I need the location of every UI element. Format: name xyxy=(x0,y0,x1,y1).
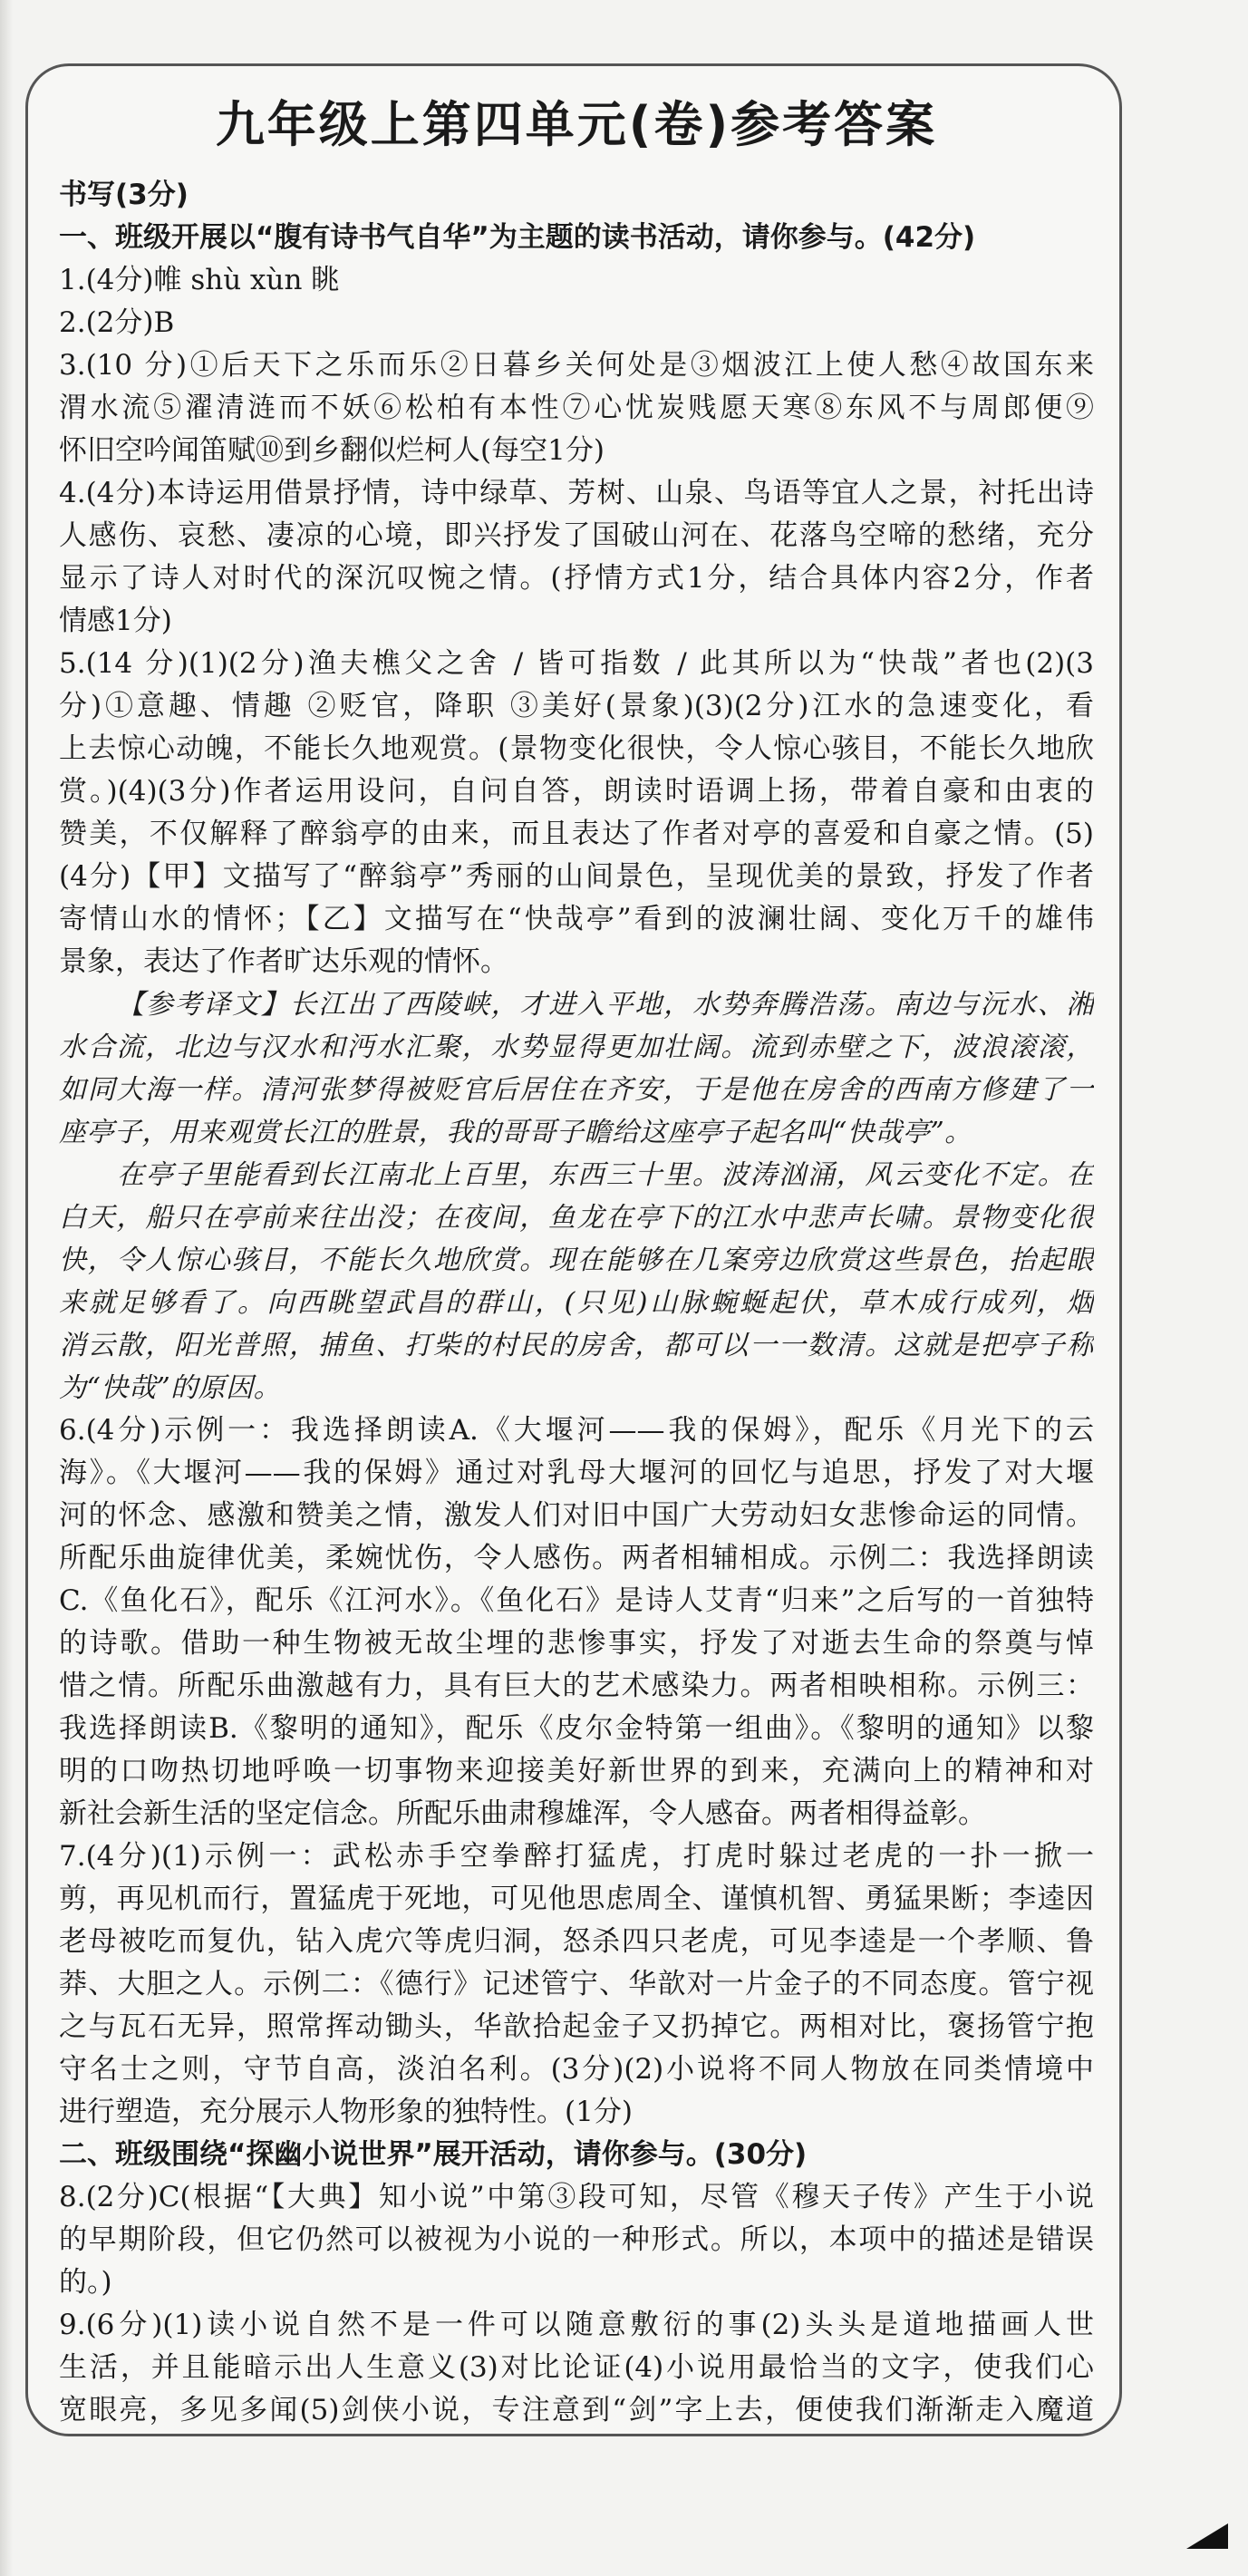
answer-line: 进行塑造，充分展示人物形象的独特性。(1分) xyxy=(59,2096,633,2128)
page-corner-arrow-icon xyxy=(1186,2523,1228,2549)
answer-q6 xyxy=(59,1409,1094,1835)
answer-line: 之与瓦石无异，照常挥动锄头，华歆拾起金子又扔掉它。两相对比，褒扬管宁抱 xyxy=(59,2010,1094,2043)
answer-q9 xyxy=(59,2304,1094,2432)
answer-line: 守名士之则，守节自高，淡泊名利。(3分)(2)小说将不同人物放在同类情境中 xyxy=(59,2053,1094,2086)
answer-line: 人感伤、哀愁、凄凉的心境，即兴抒发了国破山河在、花落鸟空啼的愁绪，充分 xyxy=(59,519,1094,552)
answer-line: 6.(4分)示例一：我选择朗读A.《大堰河——我的保姆》，配乐《月光下的云 xyxy=(59,1414,1094,1447)
answer-line: 寄情山水的情怀；【乙】文描写在“快哉亭”看到的波澜壮阔、变化万千的雄伟 xyxy=(59,903,1094,935)
answer-line: 5.(14 分)(1)(2分)渔夫樵父之舍 / 皆可指数 / 此其所以为“快哉”者也(2)(3 xyxy=(59,647,1094,680)
answer-line: 4.(4分)本诗运用借景抒情，诗中绿草、芳树、山泉、鸟语等宜人之景，衬托出诗 xyxy=(59,477,1094,509)
translation-line: 【参考译文】长江出了西陵峡，才进入平地，水势奔腾浩荡。南边与沅水、湘 xyxy=(117,989,1094,1021)
answer-line: 怀旧空吟闻笛赋⑩到乡翻似烂柯人(每空1分) xyxy=(59,434,605,467)
answer-line: 的。) xyxy=(59,2266,112,2299)
translation-line: 如同大海一样。清河张梦得被贬官后居住在齐安，于是他在房舍的西南方修建了一 xyxy=(59,1074,1094,1106)
answer-q2: 2.(2分)B xyxy=(59,306,175,339)
translation-line: 来就足够看了。向西眺望武昌的群山，(只见)山脉蜿蜒起伏，草木成行成列，烟 xyxy=(59,1287,1094,1319)
answer-q3 xyxy=(59,344,1094,472)
answer-q8 xyxy=(59,2176,1094,2304)
answer-line: 新社会新生活的坚定信念。所配乐曲肃穆雄浑，令人感奋。两者相得益彰。 xyxy=(59,1797,986,1830)
section-1-heading: 一、班级开展以“腹有诗书气自华”为主题的读书活动，请你参与。(42分) xyxy=(59,221,976,254)
answer-line: 明的口吻热切地呼唤一切事物来迎接美好新世界的到来，充满向上的精神和对 xyxy=(59,1755,1094,1787)
answer-line: 海》。《大堰河——我的保姆》通过对乳母大堰河的回忆与追思，抒发了对大堰 xyxy=(59,1457,1094,1489)
answer-line: C.《鱼化石》，配乐《江河水》。《鱼化石》是诗人艾青“归来”之后写的一首独特 xyxy=(59,1584,1094,1617)
answer-line: 情感1分) xyxy=(59,605,172,637)
answer-line: 赏。)(4)(3分)作者运用设问，自问自答，朗读时语调上扬，带着自豪和由衷的 xyxy=(59,775,1094,808)
writing-score: 书写(3分) xyxy=(59,179,189,211)
answer-line: 所配乐曲旋律优美，柔婉忧伤，令人感伤。两者相辅相成。示例二：我选择朗读 xyxy=(59,1542,1094,1574)
translation-line: 白天，船只在亭前来往出没；在夜间，鱼龙在亭下的江水中悲声长啸。景物变化很 xyxy=(59,1202,1094,1234)
answer-line: 宽眼亮，多见多闻(5)剑侠小说，专注意到“剑”字上去，便使我们渐渐走入魔道 xyxy=(59,2394,1094,2426)
answer-q5 xyxy=(59,643,1094,983)
answer-line: 景象，表达了作者旷达乐观的情怀。 xyxy=(59,945,508,978)
answer-line: 莽、大胆之人。示例二：《德行》记述管宁、华歆对一片金子的不同态度。管宁视 xyxy=(59,1968,1094,2000)
answer-sheet xyxy=(25,63,1122,2436)
answer-line: 剪，再见机而行，置猛虎于死地，可见他思虑周全、谨慎机智、勇猛果断；李逵因 xyxy=(59,1883,1094,1915)
answer-line: 的早期阶段，但它仍然可以被视为小说的一种形式。所以，本项中的描述是错误 xyxy=(59,2223,1094,2256)
answer-line: 惜之情。所配乐曲激越有力，具有巨大的艺术感染力。两者相映相称。示例三： xyxy=(59,1670,1094,1702)
answer-q1: 1.(4分)帷 shù xùn 眺 xyxy=(59,264,340,296)
answer-q7 xyxy=(59,1835,1094,2134)
scan-edge-shadow xyxy=(0,0,13,2576)
answer-line: 分)①意趣、情趣 ②贬官，降职 ③美好(景象)(3)(2分)江水的急速变化，看 xyxy=(59,690,1094,722)
answer-line: 上去惊心动魄，不能长久地观赏。(景物变化很快，令人惊心骇目，不能长久地欣 xyxy=(59,732,1094,765)
answer-line: 8.(2分)C(根据“【大典】知小说”中第③段可知，尽管《穆天子传》产生于小说 xyxy=(59,2181,1094,2213)
section-2-heading: 二、班级围绕“探幽小说世界”展开活动，请你参与。(30分) xyxy=(59,2138,808,2171)
translation-line: 水合流，北边与汉水和沔水汇聚，水势显得更加壮阔。流到赤壁之下，波浪滚滚， xyxy=(59,1031,1094,1063)
answer-line: 我选择朗读B.《黎明的通知》，配乐《皮尔金特第一组曲》。《黎明的通知》以黎 xyxy=(59,1712,1094,1745)
answer-line: 7.(4分)(1)示例一：武松赤手空拳醉打猛虎，打虎时躲过老虎的一扑一掀一 xyxy=(59,1840,1094,1873)
translation-line: 快，令人惊心骇目，不能长久地欣赏。现在能够在几案旁边欣赏这些景色，抬起眼 xyxy=(59,1244,1094,1276)
answer-line: 老母被吃而复仇，钻入虎穴等虎归洞，怒杀四只老虎，可见李逵是一个孝顺、鲁 xyxy=(59,1925,1094,1958)
answer-line: 的诗歌。借助一种生物被无故尘埋的悲惨事实，抒发了对逝去生命的祭奠与悼 xyxy=(59,1627,1094,1660)
answer-line: 生活，并且能暗示出人生意义(3)对比论证(4)小说用最恰当的文字，使我们心 xyxy=(59,2351,1094,2384)
translation-line: 座亭子，用来观赏长江的胜景，我的哥哥子瞻给这座亭子起名叫“快哉亭”。 xyxy=(59,1117,972,1148)
translation-line: 消云散，阳光普照，捕鱼、打柴的村民的房舍，都可以一一数清。这就是把亭子称 xyxy=(59,1330,1094,1361)
answer-line: (4分)【甲】文描写了“醉翁亭”秀丽的山间景色，呈现优美的景致，抒发了作者 xyxy=(59,860,1094,893)
answer-line: 显示了诗人对时代的深沉叹惋之情。(抒情方式1分，结合具体内容2分，作者 xyxy=(59,562,1094,595)
answer-line: 河的怀念、感激和赞美之情，激发人们对旧中国广大劳动妇女悲惨命运的同情。 xyxy=(59,1499,1094,1532)
answer-q4 xyxy=(59,472,1094,643)
answer-line: 渭水流⑤濯清涟而不妖⑥松柏有本性⑦心忧炭贱愿天寒⑧东风不与周郎便⑨ xyxy=(59,392,1094,424)
answer-line: 9.(6分)(1)读小说自然不是一件可以随意敷衍的事(2)头头是道地描画人世 xyxy=(59,2309,1094,2341)
translation-line: 为“快哉”的原因。 xyxy=(59,1372,282,1404)
translation-line: 在亭子里能看到长江南北上百里，东西三十里。波涛汹涌，风云变化不定。在 xyxy=(117,1159,1094,1191)
page-title: 九年级上第四单元(卷)参考答案 xyxy=(215,96,938,153)
reference-translation xyxy=(59,983,1094,1409)
answer-line: 赞美，不仅解释了醉翁亭的由来，而且表达了作者对亭的喜爱和自豪之情。(5) xyxy=(59,818,1094,850)
answer-line: 3.(10 分)①后天下之乐而乐②日暮乡关何处是③烟波江上使人愁④故国东来 xyxy=(59,349,1094,382)
